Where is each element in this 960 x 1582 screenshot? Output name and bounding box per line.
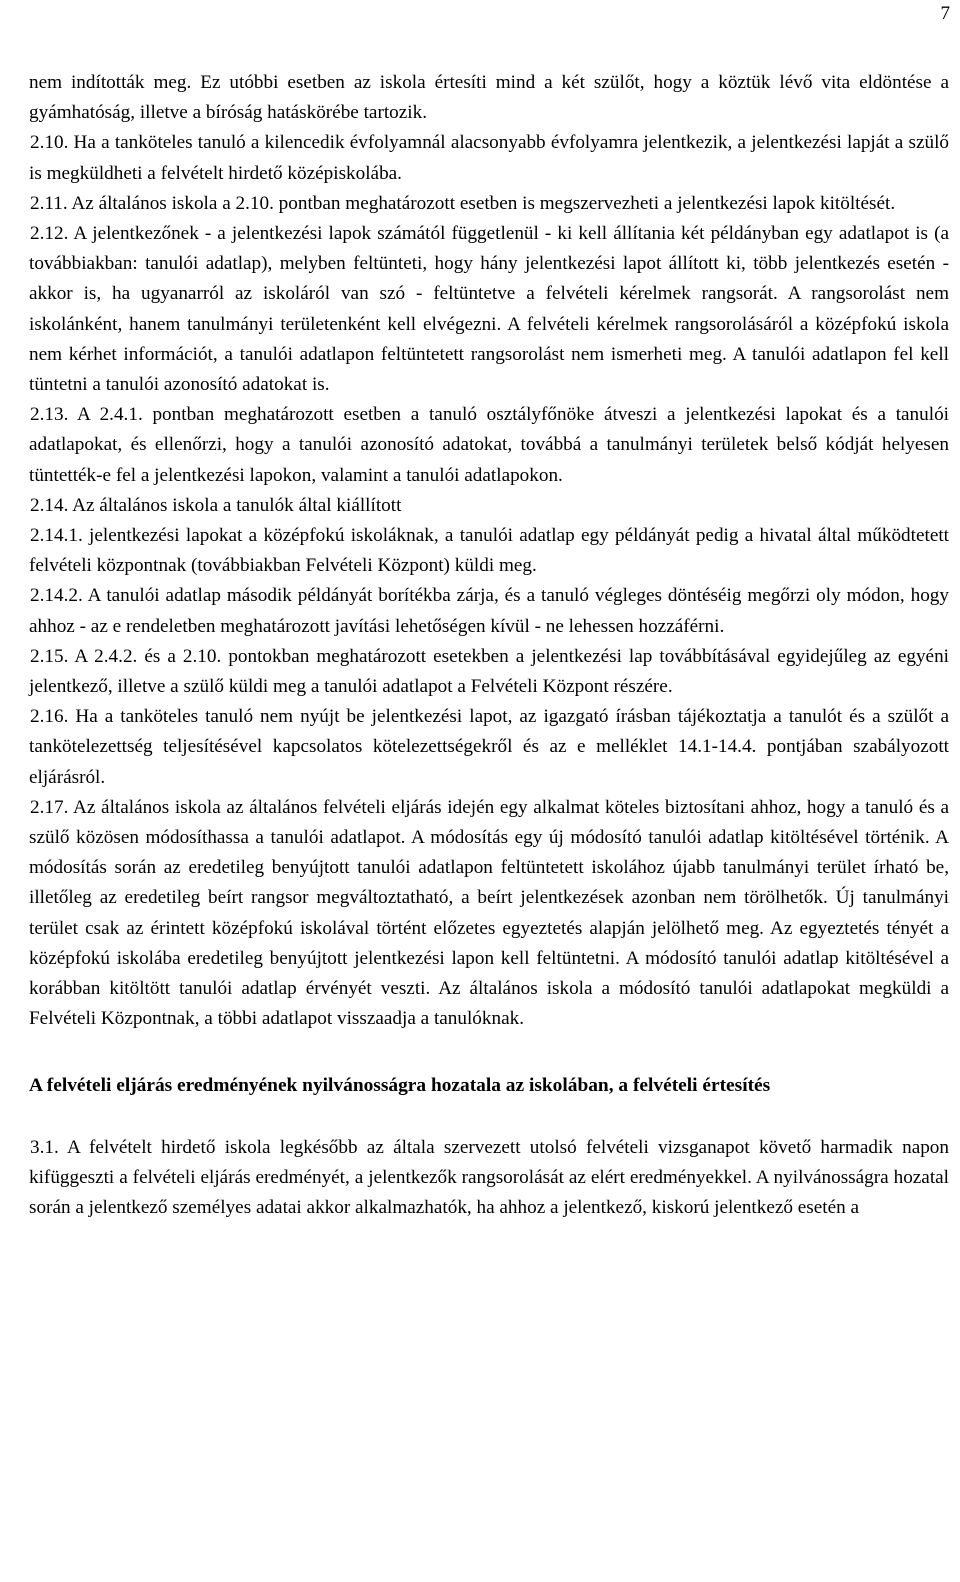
paragraph-3-1: 3.1. A felvételt hirdető iskola legkésőbb az általa szervezett utolsó felvételi vizsganapot követő harmadik napon kifüggeszti a felvételi eljárás eredményét, a jelentkezők rangsorolását az elért eredményekkel. A nyilvánosságra hozatal során a jelentkező személyes adatai akkor alkalmazhatók, ha ahhoz a jelentkező, kiskorú jelentkező esetén a bbox=[29, 1136, 949, 1219]
spacer bbox=[29, 1101, 949, 1133]
paragraph-2-14: 2.14. Az általános iskola a tanulók által kiállított bbox=[30, 494, 402, 516]
document-body bbox=[29, 68, 949, 1223]
paragraph-2-12: 2.12. A jelentkezőnek - a jelentkezési lapok számától függetlenül - ki kell állítania két példányban egy adatlapot is (a továbbiakban: tanulói adatlap), melyben feltünteti, hogy hány jelentkezési lapot állított ki, több jelentkezés esetén - akkor is, ha ugyanarról az iskoláról van szó - feltüntetve a felvételi kérelmek rangsorát. A rangsorolást nem iskolánként, hanem tanulmányi területenként kell elvégezni. A felvételi kérelmek rangsorolásáról a középfokú iskola nem kérhet információt, a tanulói adatlapon feltüntetett rangsorolást nem ismerheti meg. A tanulói adatlapon fel kell tüntetni a tanulói azonosító adatokat is. bbox=[29, 223, 949, 396]
paragraph-2-11: 2.11. Az általános iskola a 2.10. pontban meghatározott esetben is megszervezheti a jelentkezési lapok kitöltését. bbox=[30, 192, 896, 214]
paragraph-2-10: 2.10. Ha a tanköteles tanuló a kilencedik évfolyamnál alacsonyabb évfolyamra jelentkezik, a jelentkezési lapját a szülő is megküldheti a felvételt hirdető középiskolába. bbox=[29, 132, 949, 184]
page-number: 7 bbox=[940, 3, 950, 24]
section-heading: A felvételi eljárás eredményének nyilvánosságra hozatala az iskolában, a felvételi értesítés bbox=[29, 1074, 771, 1096]
paragraph-2-17: 2.17. Az általános iskola az általános felvételi eljárás idején egy alkalmat köteles biztosítani ahhoz, hogy a tanuló és a szülő közösen módosíthassa a tanulói adatlapot. A módosítás egy új módosító tanulói adatlap kitöltésével történik. A módosítás során az eredetileg benyújtott tanulói adatlapon feltüntetett iskolához újabb tanulmányi terület írható be, illetőleg az eredetileg beírt rangsor megváltoztatható, a beírt jelentkezések azonban nem törölhetők. Új tanulmányi terület csak az érintett középfokú iskolával történt előzetes egyeztetés alapján jelölhető meg. Az egyeztetés tényét a középfokú iskolába eredetileg benyújtott jelentkezési lapon kell feltüntetni. A módosító tanulói adatlap kitöltésével a korábban kitöltött tanulói adatlap érvényét veszti. Az általános iskola a módosító tanulói adatlapokat megküldi a Felvételi Központnak, a többi adatlapot visszaadja a tanulóknak. bbox=[29, 796, 949, 1030]
paragraph-2-16: 2.16. Ha a tanköteles tanuló nem nyújt be jelentkezési lapot, az igazgató írásban tájékoztatja a tanulót és a szülőt a tankötelezettség teljesítésével kapcsolatos kötelezettségekről és az e melléklet 14.1-14.4. pontjában szabályozott eljárásról. bbox=[29, 706, 949, 788]
paragraph-continuation: nem indították meg. Ez utóbbi esetben az iskola értesíti mind a két szülőt, hogy a köztük lévő vita eldöntése a gyámhatóság, illetve a bíróság hatáskörébe tartozik. bbox=[29, 72, 949, 124]
paragraph-2-14-1: 2.14.1. jelentkezési lapokat a középfokú iskoláknak, a tanulói adatlap egy példányát pedig a hivatal által működtetett felvételi központnak (továbbiakban Felvételi Központ) küldi meg. bbox=[29, 525, 949, 577]
paragraph-2-14-2: 2.14.2. A tanulói adatlap második példányát borítékba zárja, és a tanuló végleges döntéséig megőrzi oly módon, hogy ahhoz - az e rendeletben meghatározott javítási lehetőségen kívül - ne lehessen hozzáférni. bbox=[29, 585, 949, 637]
paragraph-2-15: 2.15. A 2.4.2. és a 2.10. pontokban meghatározott esetekben a jelentkezési lap továbbításával egyidejűleg az egyéni jelentkező, illetve a szülő küldi meg a tanulói adatlapot a Felvételi Központ részére. bbox=[29, 645, 949, 698]
paragraph-2-13: 2.13. A 2.4.1. pontban meghatározott esetben a tanuló osztályfőnöke átveszi a jelentkezési lapokat és a tanulói adatlapokat, és ellenőrzi, hogy a tanulói azonosító adatokat, továbbá a tanulmányi területek belső kódját helyesen tüntették-e fel a jelentkezési lapokon, valamint a tanulói adatlapokon. bbox=[29, 404, 949, 486]
